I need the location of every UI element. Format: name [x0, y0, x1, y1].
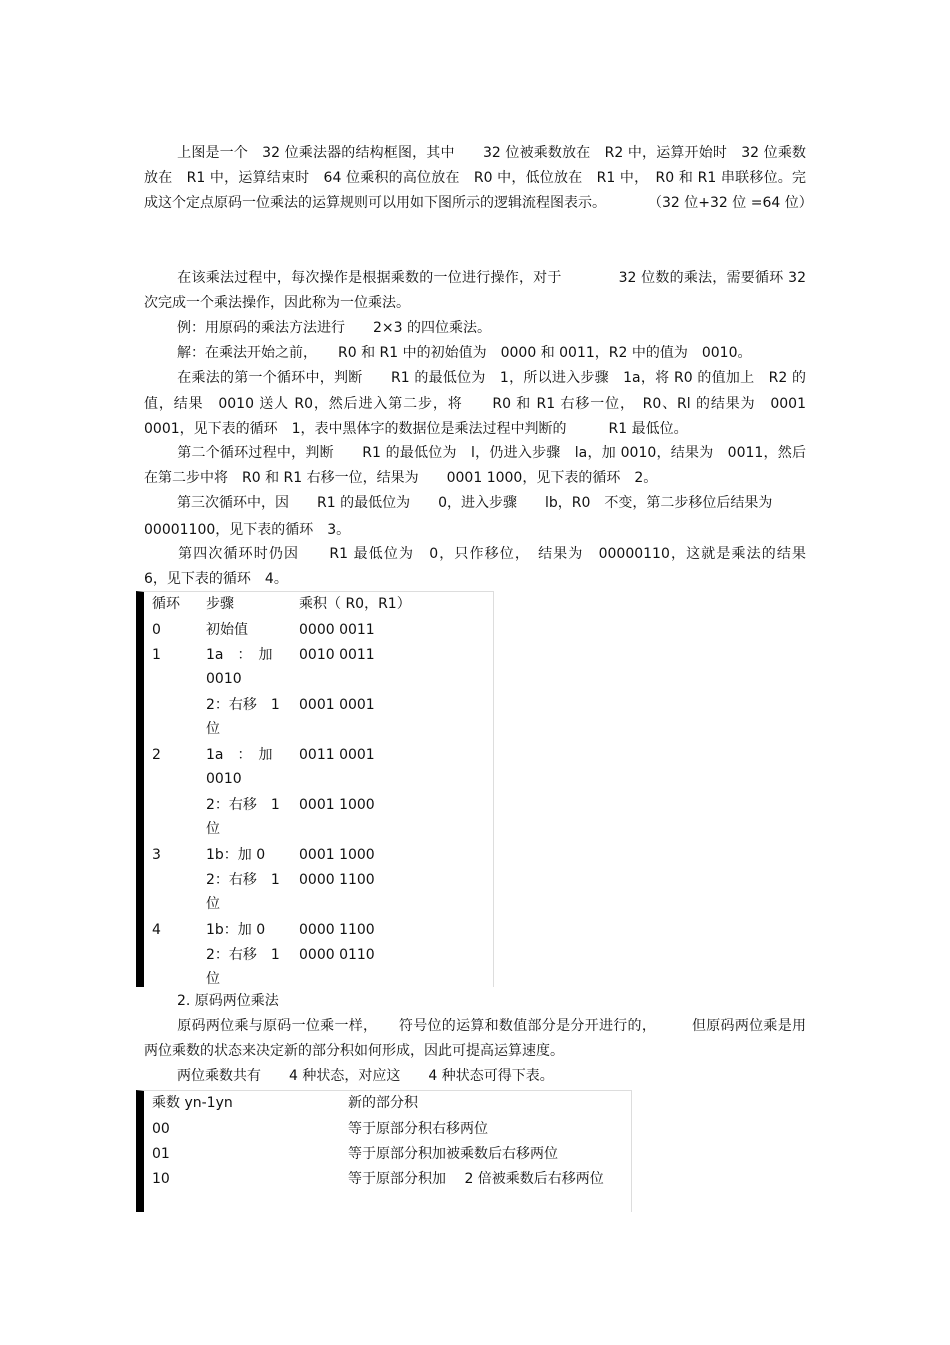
table-cell-step: 2：右移 1 位	[206, 797, 280, 837]
table-cell-loop: 0	[152, 622, 161, 638]
table-cell-step: 2：右移 1 位	[206, 697, 280, 737]
paragraph-loop2-text: 第二个循环过程中，判断 R1 的最低位为 l，仍进入步骤 la，加 0010，结果为 0011，然后在第二步中将 R0 和 R1 右移一位，结果为 0001 1000，见下表的循环 2。	[144, 445, 806, 486]
paragraph-states: 两位乘数共有 4 种状态，对应这 4 种状态可得下表。	[177, 1068, 554, 1084]
table-cell-product: 0010 0011	[299, 647, 375, 663]
table-cell-code: 10	[152, 1171, 170, 1187]
header-step: 步骤	[206, 596, 234, 612]
table-cell-code: 01	[152, 1146, 170, 1162]
paragraph-loop1	[144, 366, 806, 443]
paragraph-process	[144, 266, 806, 316]
header-multiplier: 乘数 yn-1yn	[152, 1095, 233, 1111]
table-cell-loop: 2	[152, 747, 161, 763]
table-cell-loop: 1	[152, 647, 161, 663]
header-product: 乘积（ R0，R1）	[299, 596, 411, 612]
table-cell-product: 0001 1000	[299, 797, 375, 813]
table-cell-product: 0000 0011	[299, 622, 375, 638]
paragraph-loop4-text: 第四次循环时仍因 R1 最低位为 0，只作移位， 结果为 00000110，这就是乘法的结果 6，见下表的循环 4。	[144, 546, 834, 587]
table-cell-loop: 3	[152, 847, 161, 863]
table-cell-code: 00	[152, 1121, 170, 1137]
table-cell-desc: 等于原部分积加 2 倍被乘数后右移两位	[348, 1171, 604, 1187]
example-line: 例：用原码的乘法方法进行 2×3 的四位乘法。	[177, 320, 491, 336]
table-cell-step: 2：右移 1 位	[206, 872, 280, 912]
header-loop: 循环	[152, 596, 180, 612]
table-cell-product: 0001 0001	[299, 697, 375, 713]
paragraph-loop3: 第三次循环中，因 R1 的最低位为 0，进入步骤 lb，R0 不变，第二步移位后结果为	[177, 495, 773, 511]
table-cell-product: 0000 0110	[299, 947, 375, 963]
solution-line: 解：在乘法开始之前， R0 和 R1 中的初始值为 0000 和 0011，R2 中的值为 0010。	[177, 345, 752, 361]
paragraph-loop3-cont: 00001100，见下表的循环 3。	[144, 522, 351, 538]
paragraph-intro	[144, 141, 813, 216]
header-partial-product: 新的部分积	[348, 1095, 418, 1111]
paragraph-intro-text: 上图是一个 32 位乘法器的结构框图，其中 32 位被乘数放在 R2 中，运算开始时 32 位乘数放在 R1 中，运算结束时 64 位乘积的高位放在 R0 中，低位放在 R1 中， R0 和 R1 串联移位。完成这个定点原码一位乘法的运算规则可以用如下图所示的逻辑流程图表示。 （32 位+32 位 =64 位）	[144, 145, 813, 211]
table-cell-product: 0011 0001	[299, 747, 375, 763]
paragraph-two-bit	[144, 1014, 806, 1064]
table-cell-desc: 等于原部分积加被乘数后右移两位	[348, 1146, 558, 1162]
table-cell-step: 2：右移 1 位	[206, 947, 280, 987]
table-cell-step: 1b：加 0	[206, 922, 266, 938]
table-cell-step: 1a ： 加 0010	[206, 747, 273, 787]
table-cell-step: 1b：加 0	[206, 847, 266, 863]
paragraph-loop1-text: 在乘法的第一个循环中，判断 R1 的最低位为 1，所以进入步骤 1a，将 R0 的值加上 R2 的值，结果 0010 送人 R0，然后进入第二步，将 R0 和 R1 右移一位， R0、Rl 的结果为 0001 0001，见下表的循环 1，表中黑体字的数据位是乘法过程中判断的 R1 最低位。	[144, 370, 806, 437]
table-cell-product: 0001 1000	[299, 847, 375, 863]
section-heading: 2. 原码两位乘法	[177, 993, 279, 1009]
table-cell-step: 初始值	[206, 622, 248, 638]
table-cell-step: 1a ： 加 0010	[206, 647, 273, 687]
two-bit-states-table	[136, 1090, 632, 1212]
table-cell-product: 0000 1100	[299, 922, 375, 938]
table-cell-product: 0000 1100	[299, 872, 375, 888]
paragraph-two-bit-text: 原码两位乘与原码一位乘一样， 符号位的运算和数值部分是分开进行的， 但原码两位乘是用两位乘数的状态来决定新的部分积如何形成，因此可提高运算速度。	[144, 1018, 806, 1059]
paragraph-process-text: 在该乘法过程中，每次操作是根据乘数的一位进行操作，对于 32 位数的乘法，需要循环 32 次完成一个乘法操作，因此称为一位乘法。	[144, 270, 806, 311]
paragraph-loop2	[144, 441, 806, 491]
multiplication-steps-table	[136, 591, 494, 987]
table-cell-desc: 等于原部分积右移两位	[348, 1121, 488, 1137]
paragraph-loop4	[144, 542, 834, 592]
table-cell-loop: 4	[152, 922, 161, 938]
